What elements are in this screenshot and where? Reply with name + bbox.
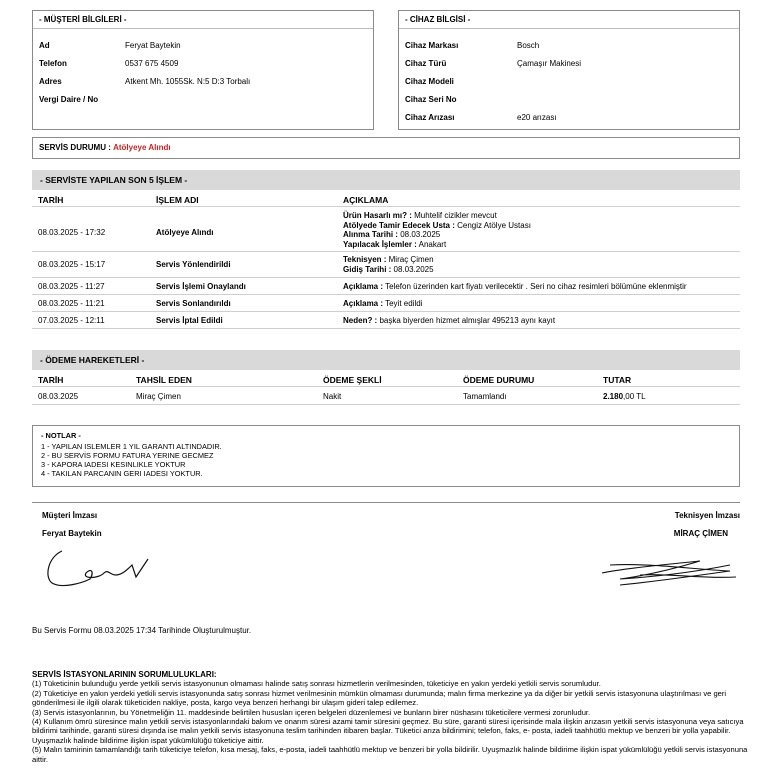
payment-amount-main: 2.180 <box>603 392 624 401</box>
payments-title-bar: - ÖDEME HAREKETLERİ - <box>32 350 740 370</box>
service-status-label: SERVİS DURUMU : <box>39 143 111 152</box>
customer-signature-label: Müşteri İmzası <box>42 511 98 520</box>
desc-value: Muhtelif cizikler mevcut <box>411 211 497 220</box>
desc-value: Cengiz Atölye Ustası <box>454 220 531 230</box>
signature-area <box>32 502 740 602</box>
desc-value: Anakart <box>416 239 447 249</box>
desc-key: Açıklama : <box>343 299 384 308</box>
responsibilities-title: SERVİS İSTASYONLARININ SORUMLULUKLARI: <box>32 670 217 679</box>
history-header-date: TARİH <box>38 195 64 205</box>
service-status-box <box>32 137 740 159</box>
history-row-date: 08.03.2025 - 17:32 <box>38 228 106 237</box>
customer-address-value: Atkent Mh. 1055Sk. N:5 D:3 Torbalı <box>125 77 251 86</box>
desc-value: başka biyerden hizmet almışlar 495213 aynı kayıt <box>377 316 556 325</box>
desc-key: Atölyede Tamir Edecek Usta : <box>343 220 455 230</box>
payment-status: Tamamlandı <box>463 392 507 401</box>
payments-header-collector: TAHSİL EDEN <box>136 375 192 385</box>
table-row <box>32 278 740 295</box>
device-type-label: Cihaz Türü <box>405 59 447 68</box>
desc-key: Teknisyen : <box>343 255 387 264</box>
responsibility-paragraph: (4) Kullanım ömrü süresince malın yetkili servis istasyonlarındaki bakım ve onarım süresi azami tamir süresini geçmez. Bu süre, garanti süresi içerisinde mala ilişkin arızasın yetkili servis istasyonuna veya satıcıya bildirimi tarihinde, garanti süresi dışında ise malın yetkili servis istasyonuna teslim tarihinden itibaren başlar. Tüketici arıza bildirimini; telefon, faks, e- posta, iadeli taahhütlü mektup ve benzeri bir yolla yapabilir. Uyuşmazlık halinde bildirime ilişkin ispat yükümlülüğü tüketiciye aittir. <box>32 717 744 745</box>
table-row <box>32 387 740 405</box>
payments-header-method: ÖDEME ŞEKLİ <box>323 375 382 385</box>
responsibility-paragraph: (5) Malın tamirinin tamamlandığı tarih tüketiciye telefon, kısa mesaj, faks, e-posta, iadeli taahhütlü mektup ve benzeri bir yolla bildirilir. Uyuşmazlık halinde bildirime ilişkin ispat yükümlülüğü yetkili servis istasyonuna aittir. <box>32 745 748 764</box>
payments-header-amount: TUTAR <box>603 375 632 385</box>
device-serial-label: Cihaz Seri No <box>405 95 457 104</box>
note-item: 4 - TAKILAN PARCANIN GERI IADESI YOKTUR. <box>41 469 203 478</box>
history-header-desc: AÇIKLAMA <box>343 195 389 205</box>
note-item: 1 - YAPILAN ISLEMLER 1 YIL GARANTI ALTINDADIR. <box>41 442 222 451</box>
customer-name-value: Feryat Baytekin <box>125 41 181 50</box>
table-row <box>32 295 740 312</box>
desc-key: Gidiş Tarihi : <box>343 264 392 274</box>
table-row <box>32 252 740 278</box>
desc-key: Yapılacak İşlemler : <box>343 239 417 249</box>
payment-method: Nakit <box>323 392 342 401</box>
history-row-date: 08.03.2025 - 11:27 <box>38 282 105 291</box>
table-row <box>32 312 740 329</box>
history-row-desc <box>343 255 434 274</box>
history-row-date: 08.03.2025 - 15:17 <box>38 260 106 269</box>
device-brand-value: Bosch <box>517 41 540 50</box>
history-row-desc <box>343 316 555 326</box>
payments-table-header <box>32 373 740 387</box>
device-info-box <box>398 10 740 130</box>
history-table-header <box>32 193 740 207</box>
customer-name-label: Ad <box>39 41 50 50</box>
device-fault-value: e20 arızası <box>517 113 557 122</box>
customer-phone-value: 0537 675 4509 <box>125 59 179 68</box>
desc-key: Ürün Hasarlı mı? : <box>343 211 412 220</box>
desc-value: Miraç Çimen <box>386 255 434 264</box>
desc-value: Telefon üzerinden kart fiyatı verilecektir . Seri no cihaz resimleri bölümüne eklenmiştir <box>383 282 687 291</box>
responsibility-paragraph: (1) Tüketicinin bulunduğu yerde yetkili servis istasyonunun olmaması halinde satış sonrası hizmetlerin verilmesinden, tüketiciye en yakın yerdeki yetkili servis sorumludur. <box>32 679 601 689</box>
history-row-name: Servis İptal Edildi <box>156 316 223 325</box>
desc-key: Açıklama : <box>343 282 384 291</box>
responsibility-paragraph: (3) Servis istasyonlarının, bu Yönetmeliğin 11. maddesinde belirtilen hususları içeren belgeleri düzenlemesi ve bunların birer nüshasını tüketicilere vermesi zorunludur. <box>32 707 591 717</box>
customer-phone-label: Telefon <box>39 59 67 68</box>
history-row-name: Servis Sonlandırıldı <box>156 299 231 308</box>
note-item: 2 - BU SERVİS FORMU FATURA YERINE GECMEZ <box>41 451 214 460</box>
responsibility-paragraph: (2) Tüketiciye en yakın yerdeki yetkili servis istasyonunda satış sonrası hizmet verilmesinin mümkün olmaması durumunda; malın firma merkezine ya da diğer bir yetkili servis istasyonuna ulaştırılması ve geri gönderilmesi ile ilgili olarak tüketiciden nakliye, posta, kargo veya benzeri herhangi bir ulaşım gideri talep edilemez. <box>32 688 727 708</box>
history-row-name: Servis Yönlendirildi <box>156 260 231 269</box>
device-brand-label: Cihaz Markası <box>405 41 459 50</box>
history-row-date: 08.03.2025 - 11:21 <box>38 299 105 308</box>
notes-title: - NOTLAR - <box>41 431 81 440</box>
technician-signature <box>600 551 740 591</box>
technician-signature-name: MİRAÇ ÇİMEN <box>673 529 728 538</box>
customer-signature-name: Feryat Baytekin <box>42 529 102 538</box>
device-type-value: Çamaşır Makinesi <box>517 59 582 68</box>
responsibilities-section <box>32 670 752 764</box>
history-row-desc <box>343 211 531 249</box>
form-created-note: Bu Servis Formu 08.03.2025 17:34 Tarihinde Oluşturulmuştur. <box>32 626 252 635</box>
customer-address-label: Adres <box>39 77 62 86</box>
history-row-desc <box>343 299 422 309</box>
history-row-name: Atölyeye Alındı <box>156 228 214 237</box>
payment-amount-rest: ,00 TL <box>623 392 646 401</box>
customer-info-box <box>32 10 374 130</box>
device-fault-label: Cihaz Arızası <box>405 113 455 122</box>
customer-signature <box>42 543 172 603</box>
history-row-desc <box>343 282 687 292</box>
notes-box <box>32 425 740 487</box>
history-title-bar: - SERVİSTE YAPILAN SON 5 İŞLEM - <box>32 170 740 190</box>
customer-tax-label: Vergi Daire / No <box>39 95 99 104</box>
desc-value: 08.03.2025 <box>397 230 441 239</box>
history-table <box>32 193 740 329</box>
history-row-name: Servis İşlemi Onaylandı <box>156 282 246 291</box>
device-info-title: - CİHAZ BİLGİSİ - <box>399 11 739 29</box>
desc-value: Teyit edildi <box>383 299 423 308</box>
payment-amount <box>603 392 646 401</box>
payment-collector: Miraç Çimen <box>136 392 181 401</box>
payment-date: 08.03.2025 <box>38 392 79 401</box>
history-header-name: İŞLEM ADI <box>156 195 199 205</box>
service-status-value: Atölyeye Alındı <box>113 143 171 152</box>
desc-key: Neden? : <box>343 316 378 325</box>
device-model-label: Cihaz Modeli <box>405 77 454 86</box>
note-item: 3 - KAPORA IADESI KESINLIKLE YOKTUR <box>41 460 186 469</box>
history-row-date: 07.03.2025 - 12:11 <box>38 316 105 325</box>
technician-signature-label: Teknisyen İmzası <box>674 511 740 520</box>
desc-key: Alınma Tarihi : <box>343 230 398 239</box>
desc-value: 08.03.2025 <box>391 264 434 274</box>
customer-info-title: - MÜŞTERİ BİLGİLERİ - <box>33 11 373 29</box>
payments-header-status: ÖDEME DURUMU <box>463 375 535 385</box>
payments-table <box>32 373 740 405</box>
table-row <box>32 207 740 252</box>
payments-header-date: TARİH <box>38 375 64 385</box>
